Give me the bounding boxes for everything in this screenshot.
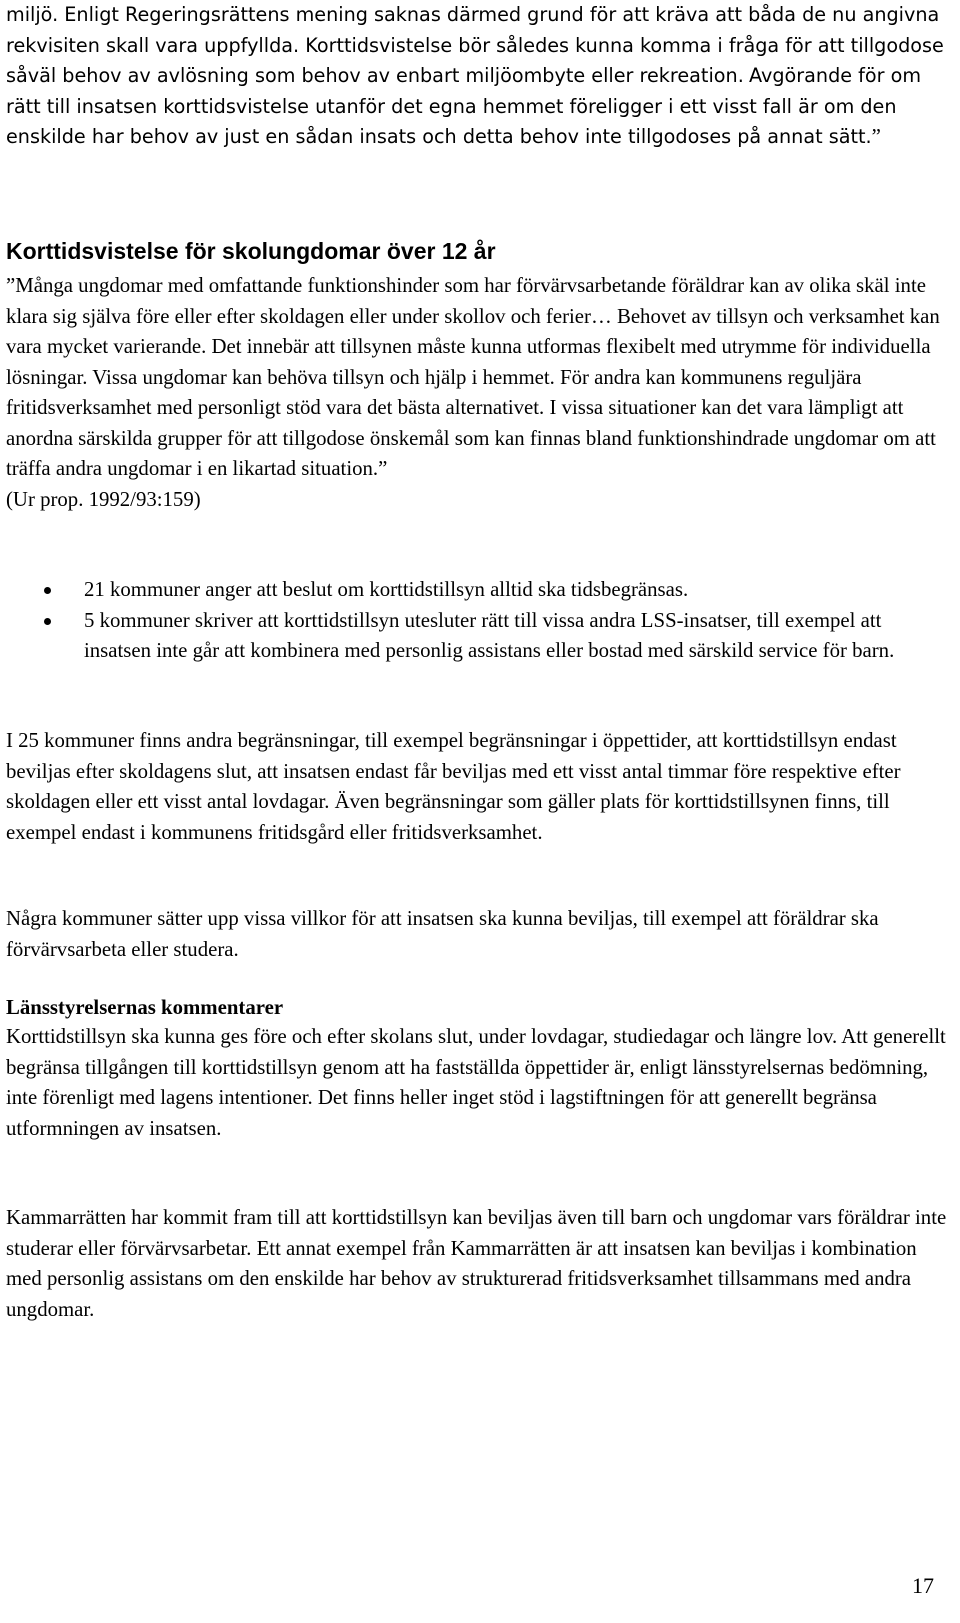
intro-quote-part2: Avgörande för om rätt till insatsen korttidsvistelse utanför det egna hemmet föreligger i ett visst fall är om den enskilde har behov av just en sådan insats och detta behov inte tillgodoses på annat sätt. [6, 64, 922, 148]
list-item [6, 575, 948, 606]
paragraph-conditions: Några kommuner sätter upp vissa villkor för att insatsen ska kunna beviljas, till exempel att föräldrar ska förvärvsarbeta eller studera. [6, 907, 879, 961]
page-number: 17 [912, 1573, 934, 1598]
prop-quote-source: (Ur prop. 1992/93:159) [6, 487, 201, 511]
comments-heading: Länsstyrelsernas kommentarer [6, 996, 284, 1019]
bullet-dot-icon [44, 618, 51, 625]
paragraph-kammarratten: Kammarrätten har kommit fram till att korttidstillsyn kan beviljas även till barn och ungdomar vars föräldrar inte studerar eller förvärvsarbetar. Ett annat exempel från Kammarrätten är att insatsen kan beviljas i kombination med personlig assistans om den enskilde har behov av strukturerad fritidsverksamhet tillsammans med andra ungdomar. [6, 1206, 947, 1321]
list-item [6, 606, 948, 667]
bullet-list [6, 575, 948, 667]
bullet-dot-icon [44, 587, 51, 594]
intro-paragraph [6, 0, 948, 153]
intro-closing-quote: ” [871, 125, 881, 148]
section-heading: Korttidsvistelse för skolungdomar över 12 år [6, 238, 496, 264]
prop-quote-text: ”Många ungdomar med omfattande funktionshinder som har förvärvsarbetande föräldrar kan av olika skäl inte klara sig själva före eller efter skoldagen eller under skollov och ferier… Behovet av tillsyn och verksamhet kan vara mycket varierande. Det innebär att tillsynen måste kunna utformas flexibelt med utrymme för individuella lösningar. Vissa ungdomar kan behöva tillsyn och hjälp i hemmet. För andra kan kommunens reguljära fritidsverksamhet med personligt stöd vara det bästa alternativet. I vissa situationer kan det vara lämpligt att anordna särskilda grupper för att tillgodose önskemål som kan finnas bland funktionshindrade ungdomar om att träffa andra ungdomar i en likartad situation.” [6, 274, 940, 480]
paragraph-comments: Korttidstillsyn ska kunna ges före och efter skolans slut, under lovdagar, studiedagar och längre lov. Att generellt begränsa tillgången till korttidstillsyn genom att ha fastställda öppettider är, enligt länsstyrelsernas bedömning, inte förenligt med lagens intentioner. Det finns heller inget stöd i lagstiftningen för att generellt begränsa utformningen av insatsen. [6, 1025, 946, 1140]
prop-quote [6, 271, 948, 515]
paragraph-restrictions: I 25 kommuner finns andra begränsningar, till exempel begränsningar i öppettider, att korttidstillsyn endast beviljas efter skoldagens slut, att insatsen endast får beviljas med ett visst antal timmar före respektive efter skoldagen eller ett visst antal lovdagar. Även begränsningar som gäller plats för korttidstillsynen finns, till exempel endast i kommunens fritidsgård eller fritidsverksamhet. [6, 729, 901, 844]
bullet-text: 5 kommuner skriver att korttidstillsyn utesluter rätt till vissa andra LSS-insatser, till exempel att insatsen inte går att kombinera med personlig assistans eller bostad med särskild service för barn. [84, 608, 895, 662]
intro-quote-part1: miljö. Enligt Regeringsrättens mening saknas därmed grund för att kräva att båda de nu angivna rekvisiten skall vara uppfyllda. Korttidsvistelse bör således kunna komma i fråga för att tillgodose såväl behov av avlösning som behov av enbart miljöombyte eller rekreation. [6, 3, 944, 87]
bullet-text: 21 kommuner anger att beslut om korttidstillsyn alltid ska tidsbegränsas. [84, 578, 689, 601]
